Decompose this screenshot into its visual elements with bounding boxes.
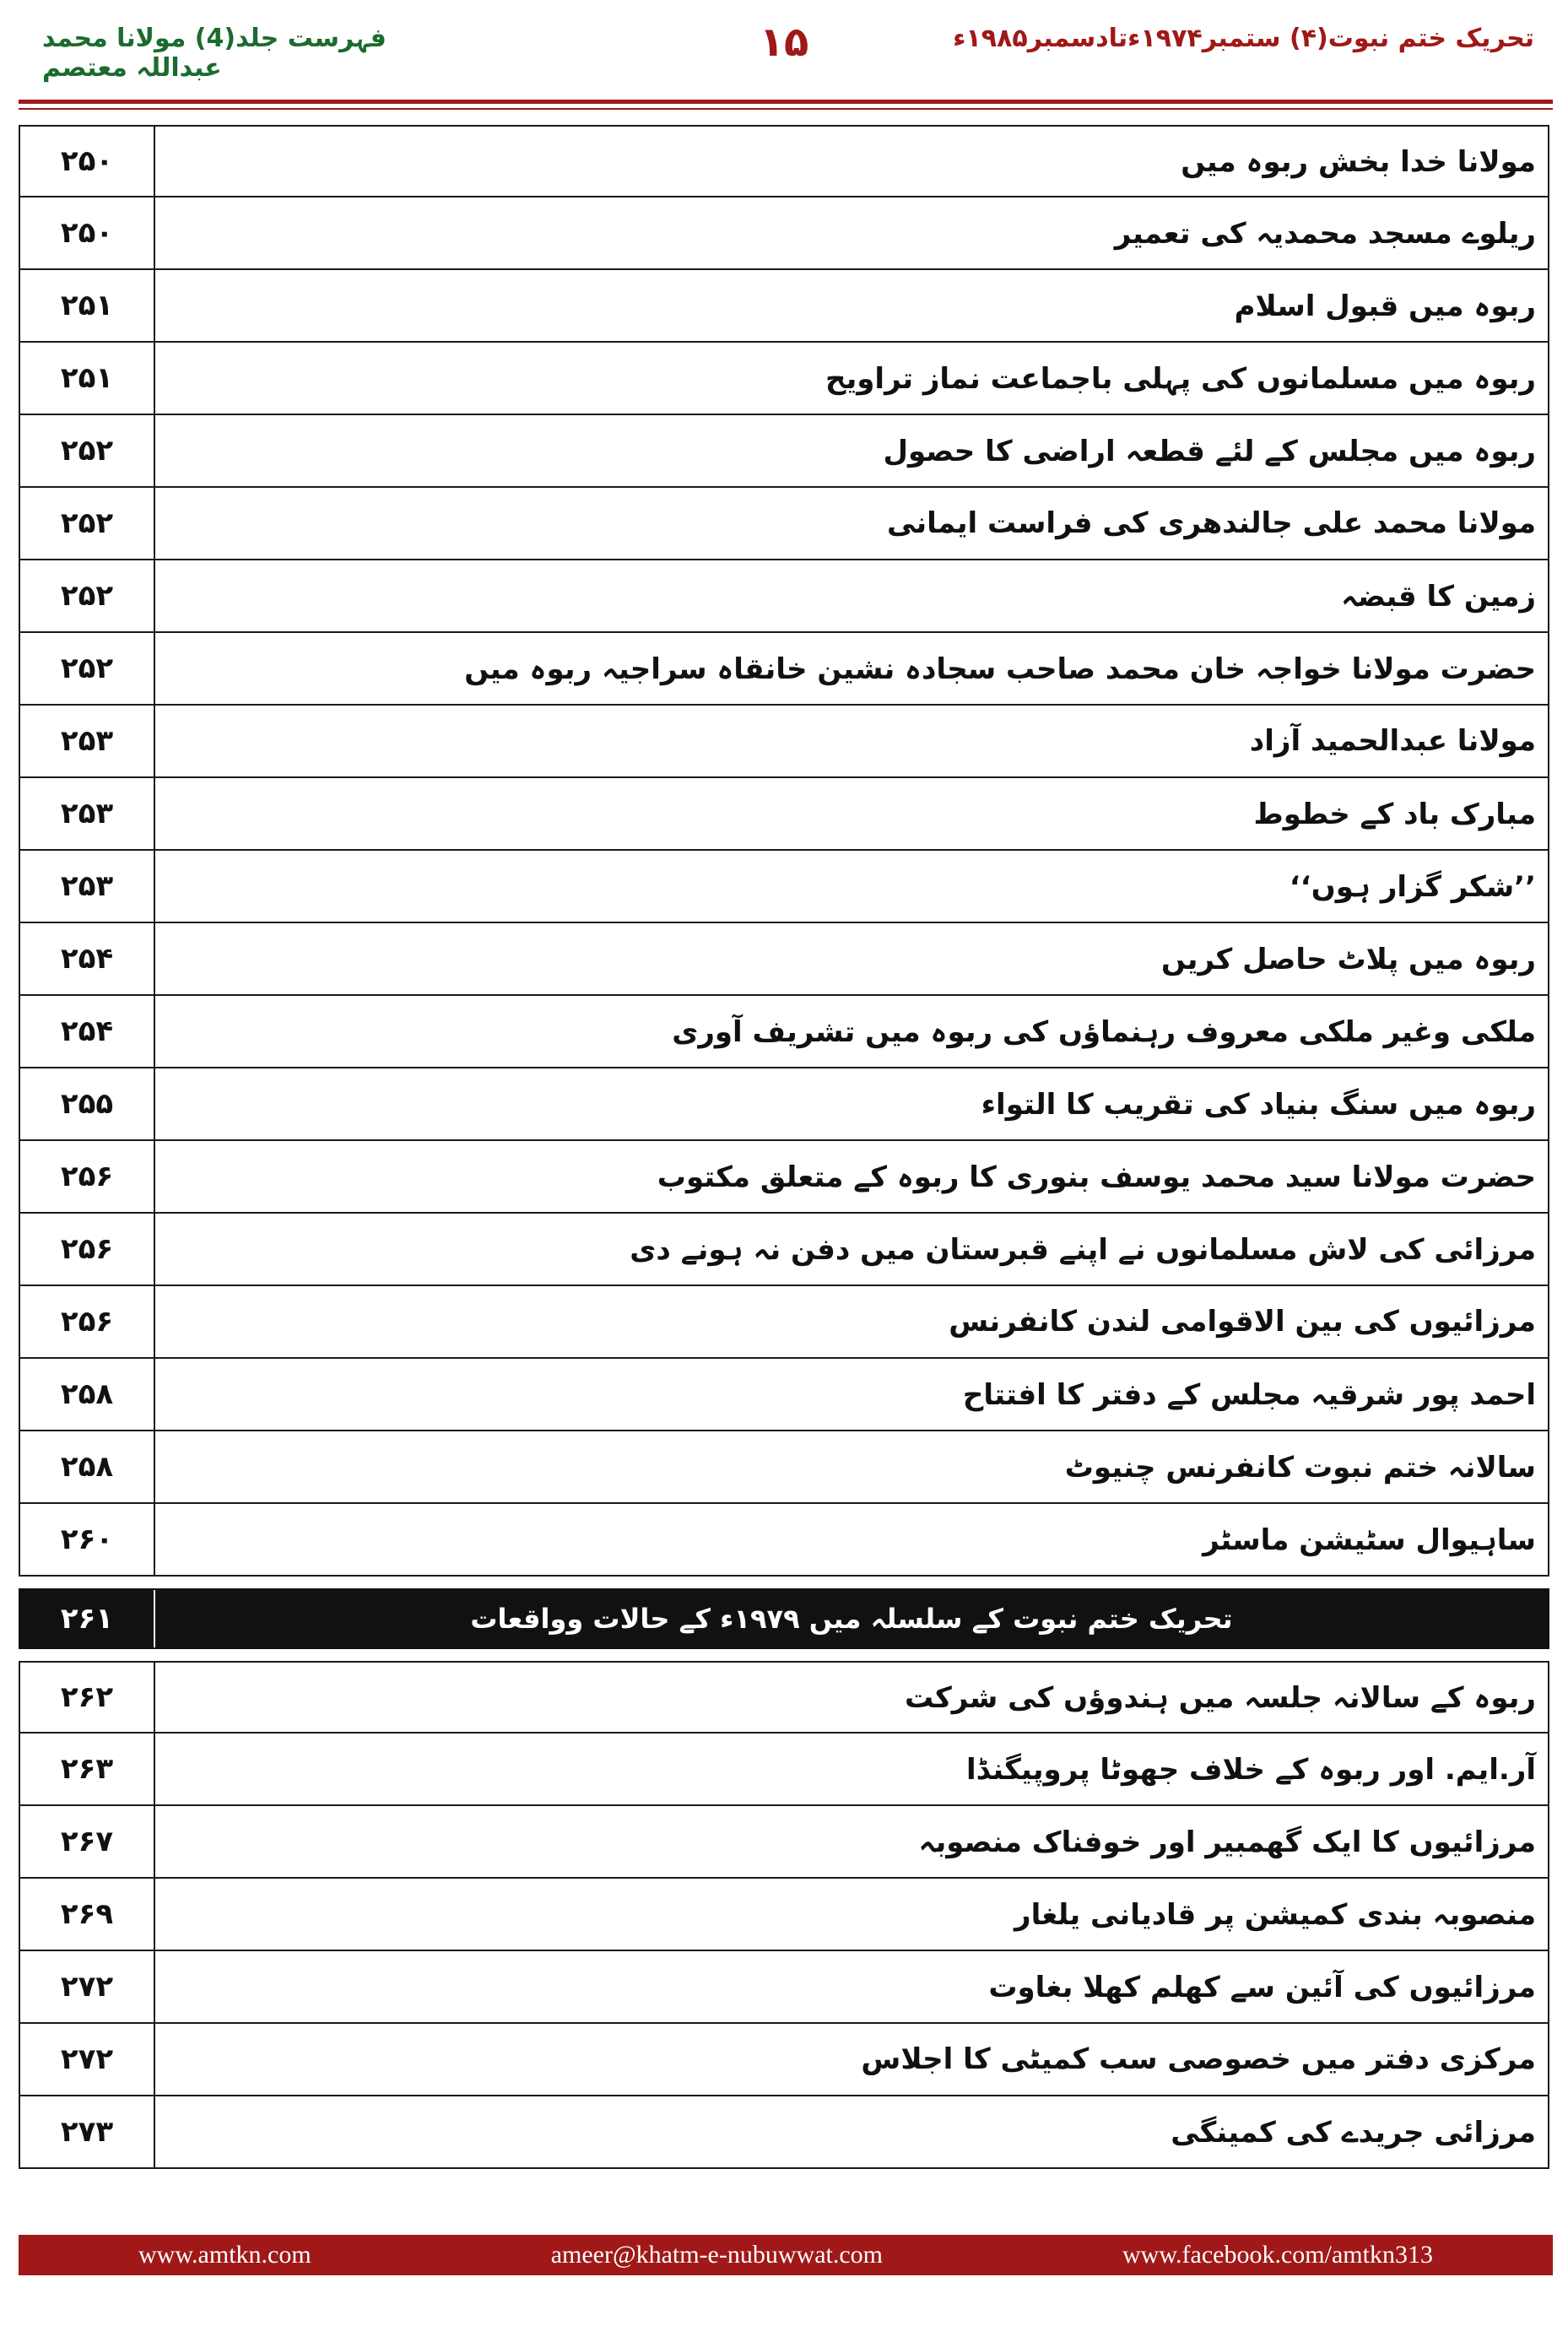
toc-entry-title: ربوہ میں مسلمانوں کی پہلی باجماعت نماز تراویح (825, 361, 1536, 396)
toc-row[interactable] (19, 197, 1549, 270)
toc-entry-title: مولانا محمد علی جالندھری کی فراست ایمانی (887, 506, 1536, 540)
toc-row[interactable] (19, 125, 1549, 197)
toc-page-number: ۲۵۳ (20, 706, 155, 776)
toc-row[interactable] (19, 1141, 1549, 1214)
toc-entry-title: مرزائیوں کی آئین سے کھلم کھلا بغاوت (988, 1970, 1536, 2004)
toc-row[interactable] (19, 1504, 1549, 1577)
toc-entry-title: مرکزی دفتر میں خصوصی سب کمیٹی کا اجلاس (861, 2042, 1536, 2076)
toc-entry-title: مرزائیوں کی بین الاقوامی لندن کانفرنس (949, 1305, 1536, 1339)
toc-rows-before (19, 125, 1549, 1577)
toc-entry-title: مولانا عبدالحمید آزاد (1249, 724, 1536, 758)
toc-entry-title: سالانہ ختم نبوت کانفرنس چنیوٹ (1064, 1450, 1536, 1485)
toc-entry-title: زمین کا قبضہ (1341, 579, 1536, 614)
toc-page-number: ۲۵۸ (20, 1431, 155, 1502)
toc-row[interactable] (19, 633, 1549, 706)
toc-row[interactable] (19, 923, 1549, 996)
toc-entry-title: مرزائی کی لاش مسلمانوں نے اپنے قبرستان میں دفن نہ ہونے دی (630, 1232, 1536, 1267)
toc-page-number: ۲۵۴ (20, 996, 155, 1067)
toc-row[interactable] (19, 1359, 1549, 1431)
toc-page-number: ۲۵۴ (20, 923, 155, 994)
toc-row[interactable] (19, 1661, 1549, 1734)
toc-page-number: ۲۷۳ (20, 2096, 155, 2167)
toc-page-number: ۲۷۲ (20, 2024, 155, 2095)
toc-entry-title: ملکی وغیر ملکی معروف رہنماؤں کی ربوہ میں تشریف آوری (672, 1014, 1536, 1049)
toc-page-number: ۲۵۲ (20, 488, 155, 559)
toc-row[interactable] (19, 996, 1549, 1068)
toc-row[interactable] (19, 560, 1549, 633)
toc-row[interactable] (19, 851, 1549, 923)
toc-entry-title: ریلوے مسجد محمدیہ کی تعمیر (1114, 216, 1536, 251)
toc-entry-title: ساہیوال سٹیشن ماسٹر (1203, 1523, 1536, 1557)
header-rule (19, 100, 1553, 104)
toc-entry-title: ربوہ کے سالانہ جلسہ میں ہندوؤں کی شرکت (904, 1680, 1536, 1715)
toc-entry-title: ’’شکر گزار ہوں‘‘ (1289, 869, 1536, 904)
toc-page-number: ۲۵۶ (20, 1214, 155, 1285)
footer-facebook-link[interactable]: www.facebook.com/amtkn313 (1122, 2241, 1433, 2269)
toc-page-number: ۲۵۸ (20, 1359, 155, 1430)
toc-entry-title: مولانا خدا بخش ربوہ میں (1181, 144, 1536, 179)
section-title: تحریک ختم نبوت کے سلسلہ میں ۱۹۷۹ء کے حالات وواقعات (470, 1603, 1233, 1635)
toc-page-number: ۲۶۲ (20, 1663, 155, 1732)
toc-entry-title: منصوبہ بندی کمیشن پر قادیانی یلغار (1014, 1897, 1536, 1932)
toc-row[interactable] (19, 1431, 1549, 1504)
toc-row[interactable] (19, 2096, 1549, 2169)
toc-row[interactable] (19, 1951, 1549, 2024)
toc-page-number: ۲۵۶ (20, 1141, 155, 1212)
header-volume-author: فہرست جلد(4) مولانا محمد عبداللہ معتصم (42, 24, 387, 83)
toc-page-number: ۲۵۶ (20, 1286, 155, 1357)
toc-entry-title: مبارک باد کے خطوط (1253, 797, 1536, 831)
toc-row[interactable] (19, 488, 1549, 560)
toc-row[interactable] (19, 343, 1549, 415)
toc-entry-title: ربوہ میں سنگ بنیاد کی تقریب کا التواء (981, 1087, 1536, 1122)
toc-page-number: ۲۵۳ (20, 851, 155, 922)
toc-page-number: ۲۶۰ (20, 1504, 155, 1575)
toc-page-number: ۲۵۰ (20, 197, 155, 268)
section-page-number: ۲۶۱ (20, 1590, 155, 1647)
toc-page-number: ۲۵۱ (20, 270, 155, 341)
page-header (0, 0, 1568, 101)
toc-page-number: ۲۶۷ (20, 1806, 155, 1877)
footer-website-link[interactable]: www.amtkn.com (138, 2241, 311, 2269)
toc-page-number: ۲۶۳ (20, 1734, 155, 1804)
toc-entry-title: حضرت مولانا خواجہ خان محمد صاحب سجادہ نشین خانقاہ سراجیہ ربوہ میں (464, 652, 1536, 686)
toc-row[interactable] (19, 1879, 1549, 1951)
toc-entry-title: مرزائی جریدے کی کمینگی (1171, 2115, 1536, 2150)
toc-page-number: ۲۵۳ (20, 778, 155, 849)
toc-row[interactable] (19, 1734, 1549, 1806)
toc-page-number: ۲۵۲ (20, 415, 155, 486)
header-rule-thin (19, 108, 1553, 110)
toc-row[interactable] (19, 2024, 1549, 2096)
toc-entry-title: ربوہ میں قبول اسلام (1234, 289, 1536, 323)
toc-row[interactable] (19, 1068, 1549, 1141)
toc-page-number: ۲۵۰ (20, 127, 155, 196)
toc-row[interactable] (19, 778, 1549, 851)
toc-page-number: ۲۶۹ (20, 1879, 155, 1950)
toc-entry-title: احمد پور شرقیہ مجلس کے دفتر کا افتتاح (962, 1377, 1536, 1412)
toc-entry-title: ربوہ میں مجلس کے لئے قطعہ اراضی کا حصول (883, 434, 1536, 468)
toc-page-number: ۲۷۲ (20, 1951, 155, 2022)
toc-page-number: ۲۵۱ (20, 343, 155, 414)
toc-row[interactable] (19, 1286, 1549, 1359)
toc-page-number: ۲۵۲ (20, 633, 155, 704)
toc-row[interactable] (19, 706, 1549, 778)
footer-email-link[interactable]: ameer@khatm-e-nubuwwat.com (550, 2241, 883, 2269)
toc-entry-title: ربوہ میں پلاٹ حاصل کریں (1161, 942, 1536, 976)
toc-entry-title: آر.ایم. اور ربوہ کے خلاف جھوٹا پروپیگنڈا (965, 1752, 1536, 1787)
toc-entry-title: مرزائیوں کا ایک گھمبیر اور خوفناک منصوبہ (918, 1825, 1536, 1859)
table-of-contents (19, 125, 1549, 2169)
toc-entry-title: حضرت مولانا سید محمد یوسف بنوری کا ربوہ کے متعلق مکتوب (657, 1160, 1536, 1194)
toc-row[interactable] (19, 1806, 1549, 1879)
header-book-title: تحریک ختم نبوت(۴) ستمبر۱۹۷۴ءتادسمبر۱۹۸۵ء (953, 24, 1534, 53)
section-heading-row[interactable] (19, 1588, 1549, 1649)
page-footer (19, 2235, 1553, 2275)
toc-row[interactable] (19, 415, 1549, 488)
page-number: ۱۵ (759, 19, 809, 66)
toc-rows-after (19, 1661, 1549, 2169)
toc-row[interactable] (19, 270, 1549, 343)
toc-row[interactable] (19, 1214, 1549, 1286)
toc-page-number: ۲۵۲ (20, 560, 155, 631)
toc-page-number: ۲۵۵ (20, 1068, 155, 1139)
